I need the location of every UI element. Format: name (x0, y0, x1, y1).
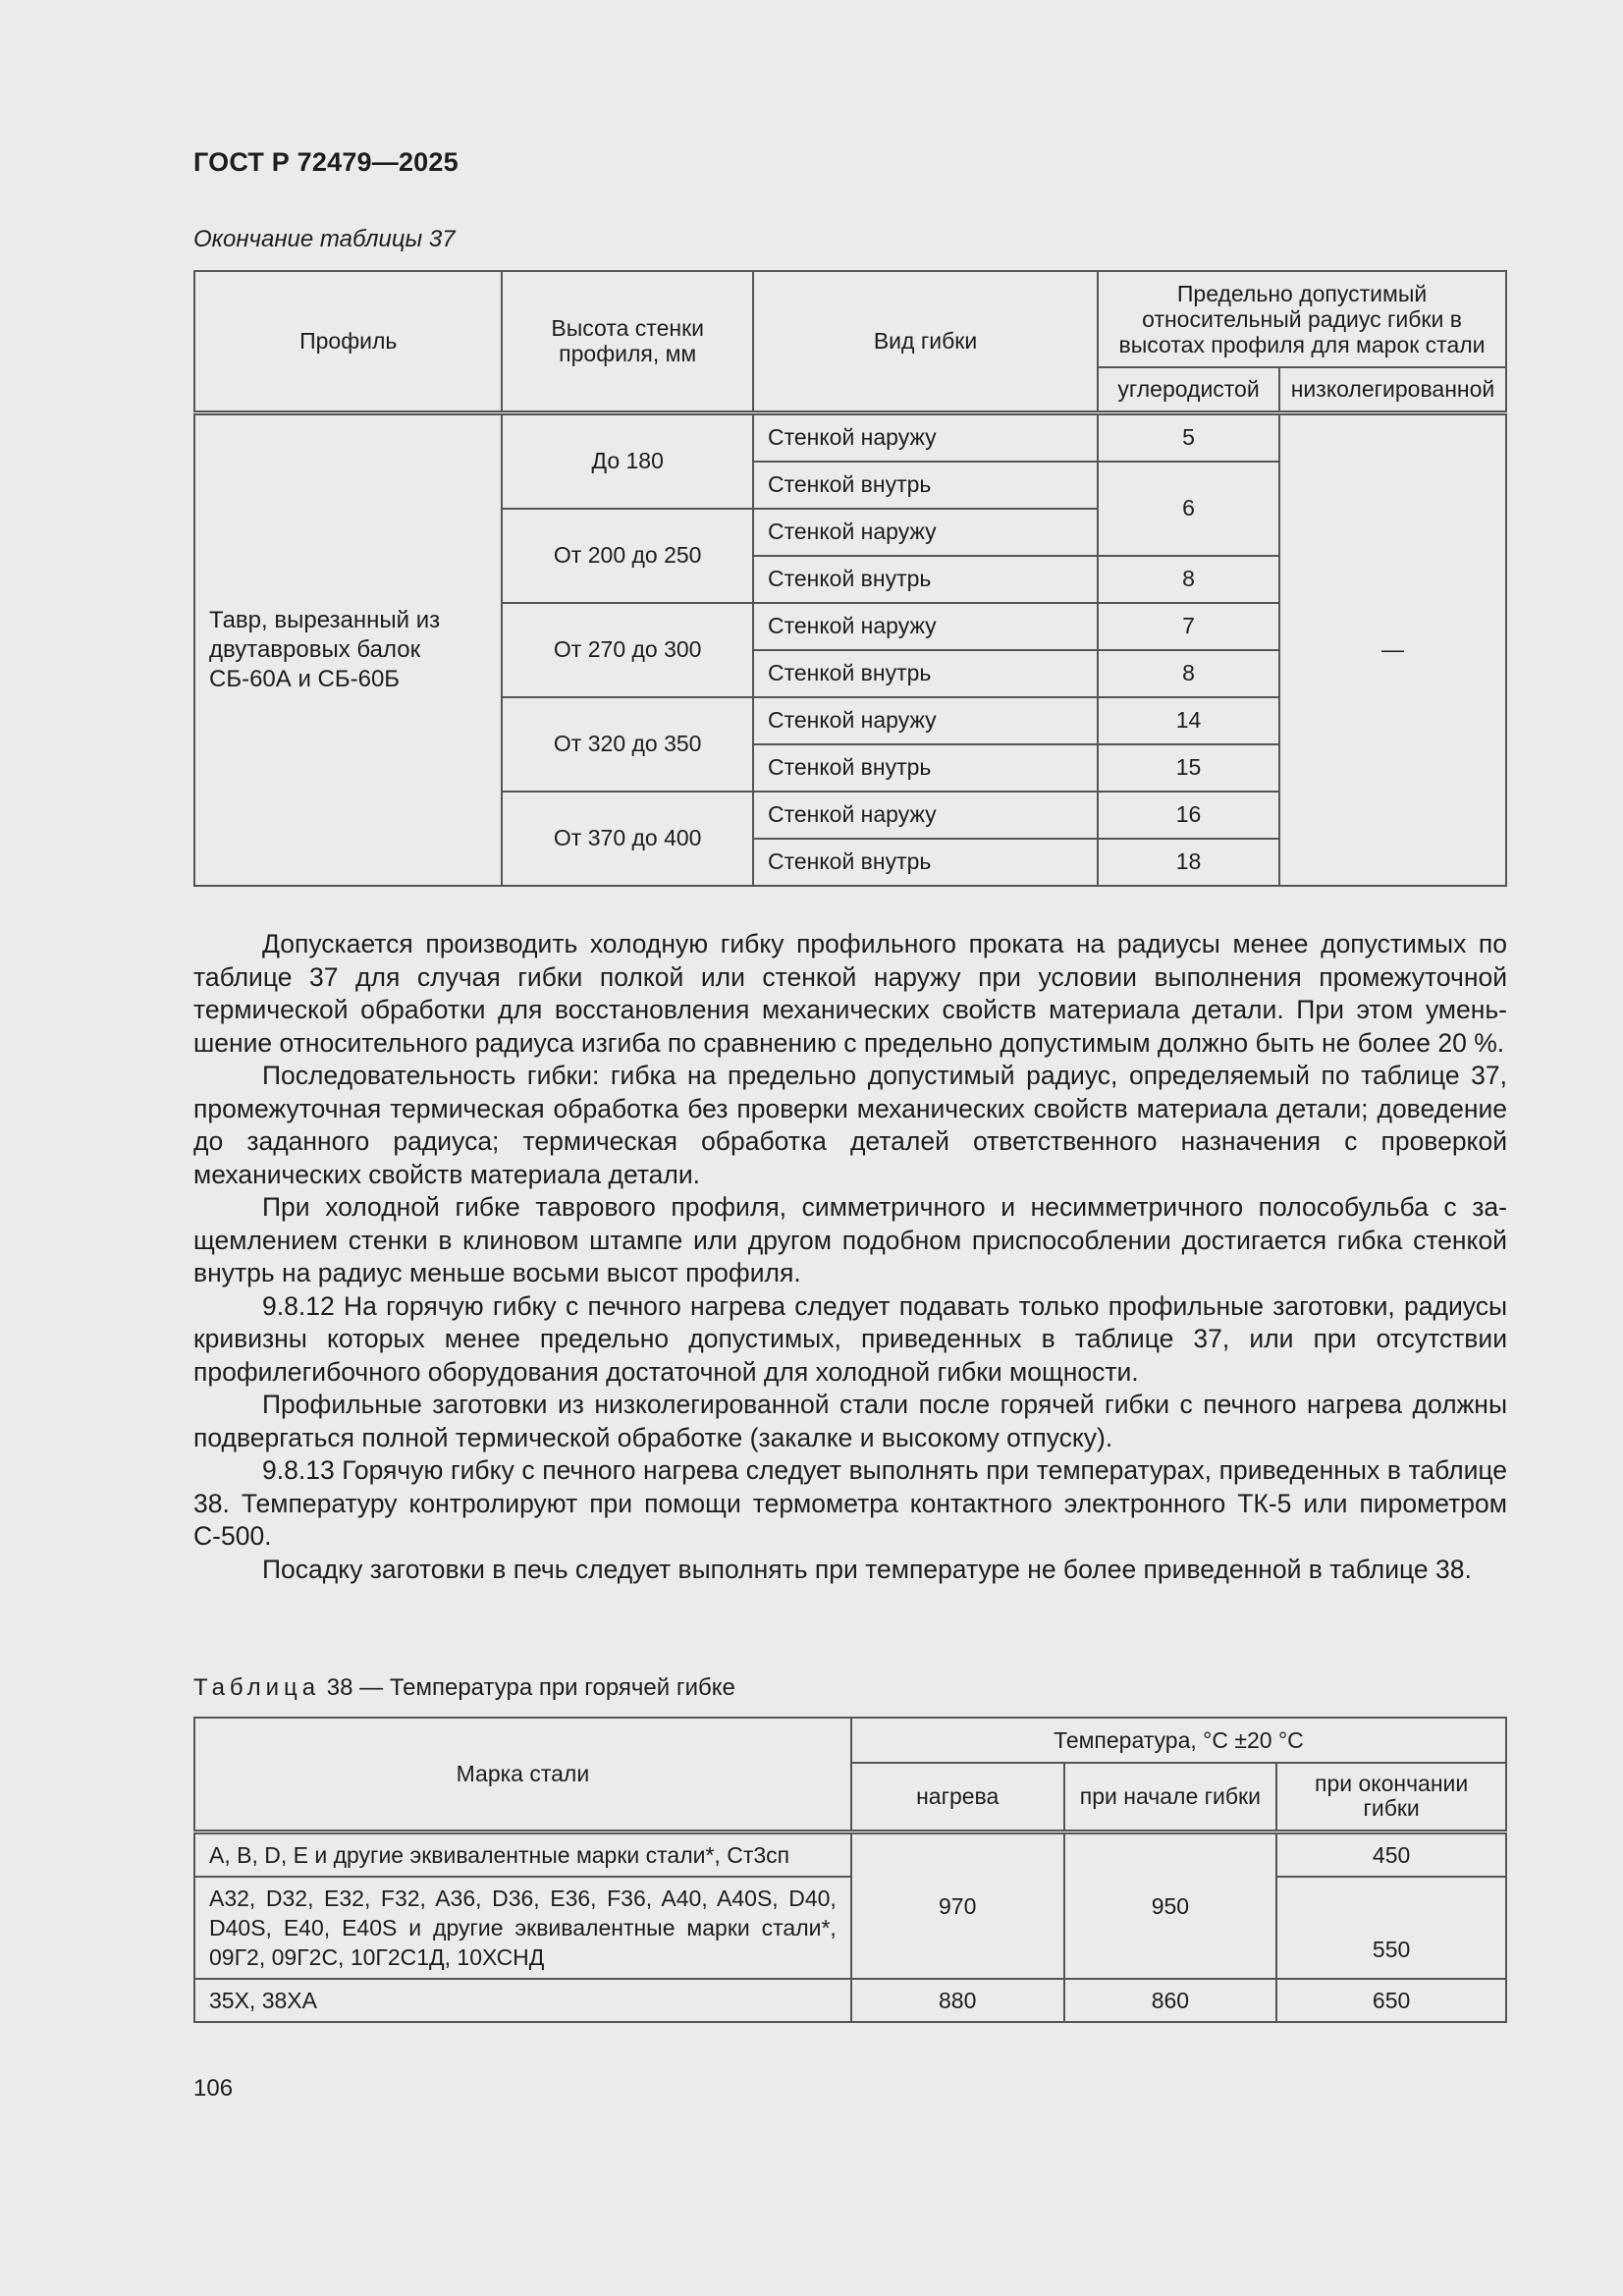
header-bend-end: при окончании гибки (1276, 1763, 1506, 1831)
bend-cell: Стенкой наружу (753, 603, 1098, 650)
carbon-value: 6 (1098, 462, 1279, 556)
height-cell: До 180 (502, 412, 752, 509)
bend-cell: Стенкой внутрь (753, 462, 1098, 509)
paragraph: 9.8.12 На горячую гибку с печного нагрева следует подавать только профильные заготовки, радиусы кривизны которых менее предельно допустимых, приведенных в таблице 37, или при отсутствии профилегибочного оборудования достаточной для холодной гибки мощности. (193, 1290, 1507, 1387)
heating-value: 880 (851, 1979, 1064, 2022)
carbon-value: 5 (1098, 412, 1279, 462)
carbon-value: 14 (1098, 697, 1279, 744)
page-number: 106 (193, 2075, 234, 2102)
start-value: 950 (1064, 1831, 1277, 1979)
document-header: ГОСТ Р 72479—2025 (193, 147, 459, 177)
end-value: 650 (1276, 1979, 1506, 2022)
heating-value: 970 (851, 1831, 1064, 1979)
header-heating: нагрева (851, 1763, 1064, 1831)
bend-cell: Стенкой наружу (753, 792, 1098, 839)
carbon-value: 16 (1098, 792, 1279, 839)
paragraph: Последовательность гибки: гибка на предельно допустимый радиус, определяемый по таблице 37, промежуточная термическая обработка без проверки механических свойств материала детали; доведение до заданного радиуса; термическая обработка деталей ответственного назначения с проверкой механических свойств материала детали. (193, 1061, 1507, 1189)
header-steel-grade: Марка стали (194, 1718, 851, 1831)
bend-cell: Стенкой внутрь (753, 650, 1098, 697)
table-37-caption: Окончание таблицы 37 (193, 226, 456, 252)
end-value: 450 (1276, 1831, 1506, 1877)
paragraph: 9.8.13 Горячую гибку с печного нагрева следует выполнять при температурах, приведенных в таблице 38. Температуру контролируют при помощи термометра контактного электронного ТК-5 или пирометром С-500. (193, 1455, 1507, 1551)
table-row (194, 1979, 1506, 2022)
carbon-value: 15 (1098, 744, 1279, 792)
header-bend-start: при начале гибки (1064, 1763, 1277, 1831)
header-carbon-steel: углеродистой (1098, 367, 1279, 412)
profile-cell: Тавр, вырезанный из двутавровых балок СБ-60А и СБ-60Б (194, 412, 502, 886)
bend-cell: Стенкой внутрь (753, 556, 1098, 603)
table-38-caption-text: 38 — Температура при горячей гибке (326, 1674, 735, 1701)
height-cell: От 270 до 300 (502, 603, 752, 697)
bend-cell: Стенкой наружу (753, 697, 1098, 744)
paragraph: При холодной гибке таврового профиля, симметричного и несимметричного полособульба с защемлением стенки в клиновом штампе или другом подобном приспособлении достигается гибка стенкой внутрь на радиус меньше восьми высот профиля. (193, 1192, 1507, 1287)
carbon-value: 18 (1098, 839, 1279, 886)
grade-cell: A32, D32, E32, F32, A36, D36, E36, F36, A40, A40S, D40, D40S, E40, E40S и другие эквивалентные марки стали*, 09Г2, 09Г2С, 10Г2С1Д, 10ХСНД (194, 1877, 851, 1979)
carbon-value: 8 (1098, 650, 1279, 697)
table-38-caption (193, 1674, 735, 1702)
carbon-value: 8 (1098, 556, 1279, 603)
header-temperature-group: Температура, °С ±20 °С (851, 1718, 1506, 1763)
paragraph: Допускается производить холодную гибку профильного проката на радиусы менее допустимых по таблице 37 для случая гибки полкой или стенкой наружу при условии выполнения промежуточной термической обработки для восстановления механических свойств материала детали. При этом уменьшение относительного радиуса изгиба по сравнению с предельно допустимым должно быть не более 20 %. (193, 929, 1507, 1058)
bend-cell: Стенкой внутрь (753, 744, 1098, 792)
table-row (194, 1831, 1506, 1877)
end-value: 550 (1276, 1877, 1506, 1979)
table-38-caption-label: Таблица (193, 1674, 321, 1701)
table-row (194, 412, 1506, 462)
bend-cell: Стенкой наружу (753, 509, 1098, 556)
bend-cell: Стенкой внутрь (753, 839, 1098, 886)
header-wall-height: Высота стенки профиля, мм (502, 271, 752, 412)
table-38 (193, 1717, 1507, 2023)
body-text (193, 928, 1507, 1586)
grade-cell: A, B, D, E и другие эквивалентные марки стали*, Ст3сп (194, 1831, 851, 1877)
paragraph: Посадку заготовки в печь следует выполнять при температуре не более приведенной в таблице 38. (262, 1554, 1472, 1584)
grade-cell: 35Х, 38ХА (194, 1979, 851, 2022)
table-row (194, 1877, 1506, 1979)
low-alloy-value: — (1279, 412, 1506, 886)
header-bend-type: Вид гибки (753, 271, 1098, 412)
carbon-value: 7 (1098, 603, 1279, 650)
header-low-alloy-steel: низколегированной (1279, 367, 1506, 412)
table-37 (193, 270, 1507, 887)
height-cell: От 320 до 350 (502, 697, 752, 792)
height-cell: От 200 до 250 (502, 509, 752, 603)
header-profile: Профиль (194, 271, 502, 412)
bend-cell: Стенкой наружу (753, 412, 1098, 462)
start-value: 860 (1064, 1979, 1277, 2022)
header-radius-group: Предельно допустимый относительный радиус гибки в высотах профиля для марок стали (1098, 271, 1506, 367)
height-cell: От 370 до 400 (502, 792, 752, 886)
paragraph: Профильные заготовки из низколегированной стали после горячей гибки с печного нагрева должны подвергаться полной термической обработке (закалке и высокому отпуску). (193, 1390, 1507, 1452)
